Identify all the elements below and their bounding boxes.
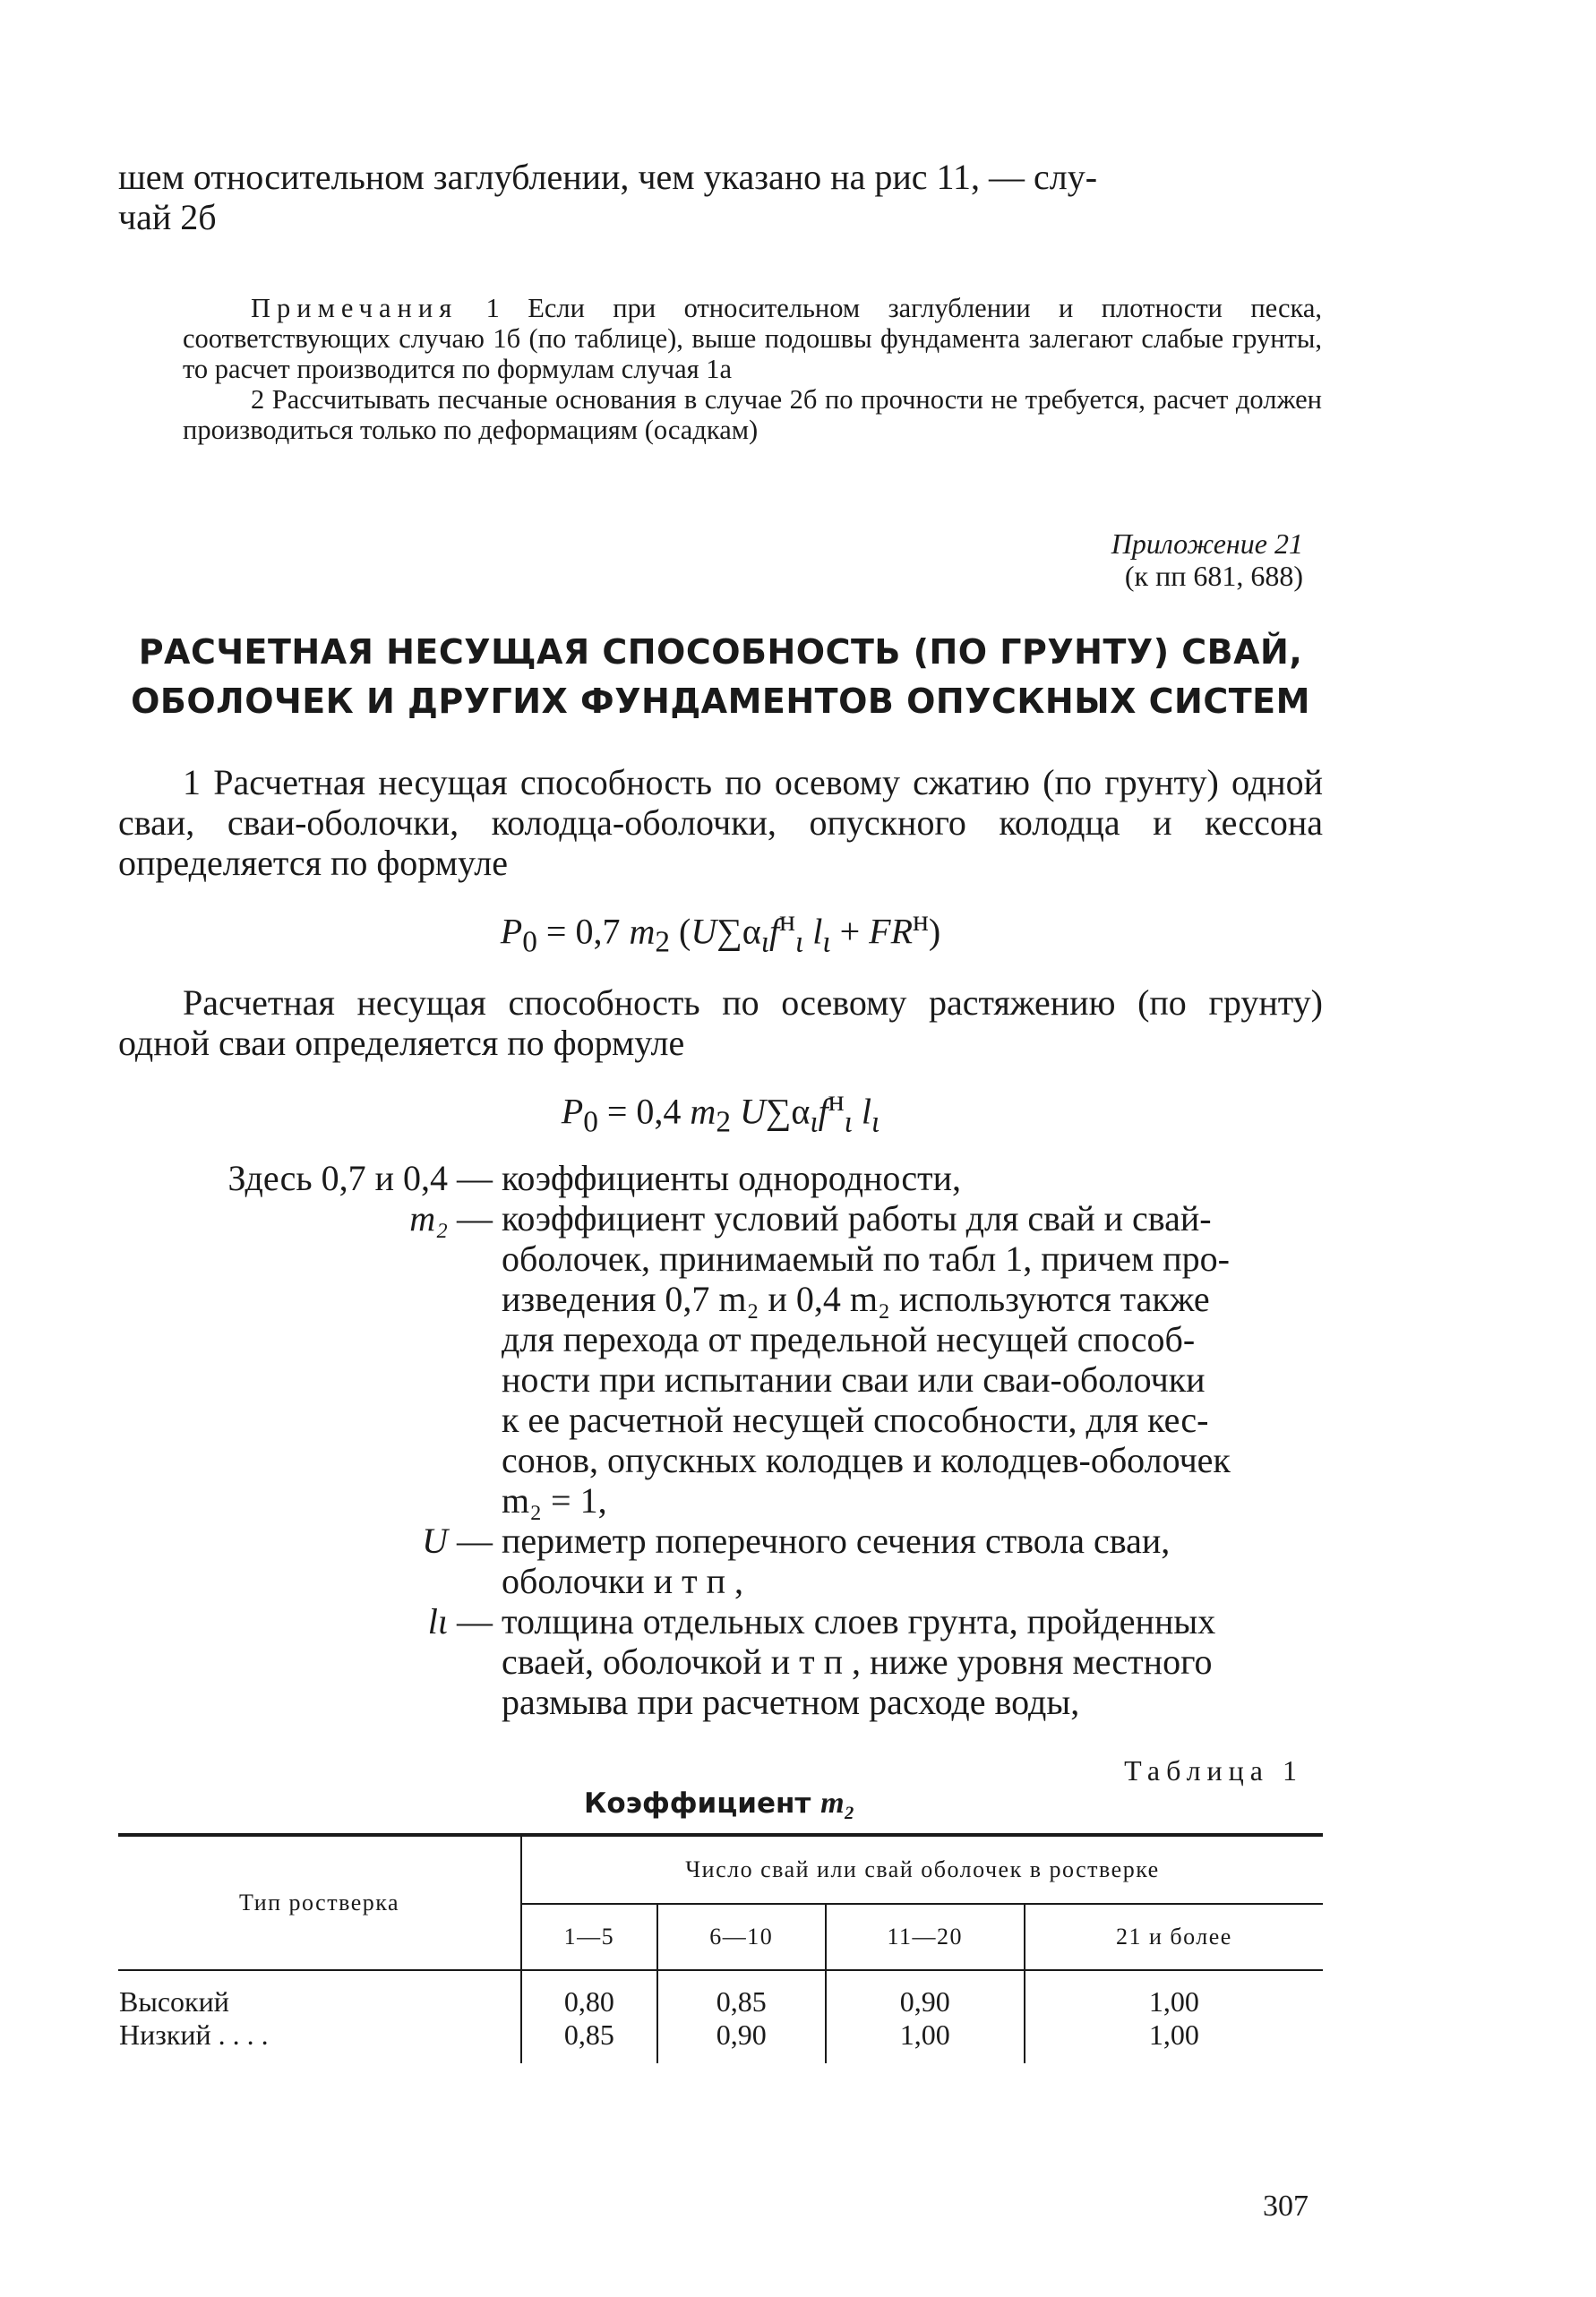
- formula-compression: $P_0 = 0,7$ $m_2$ ($U\sum\alpha_\iota f^н_\iota$ $l_\iota + FR^н$): [500, 904, 941, 959]
- note-1: [183, 293, 1322, 384]
- page-content: [118, 157, 1323, 2063]
- table-cell: 0,85: [521, 2018, 657, 2063]
- table-col-header: 11—20: [826, 1904, 1025, 1970]
- intro-line-2: чай 2б: [118, 197, 217, 237]
- definition-item: m₂ — коэффициент условий работы для свай и свай- оболочек, принимаемый по табл 1, причем про- изведения 0,7 m₂ и 0,4 m₂ используются также для перехода от предельной несущей способ- ности при испытании сваи или сваи-оболочки к ее расчетной несущей способности, для кес- сонов, опускных колодцев и колодцев-оболочек m₂ = 1,: [118, 1198, 1323, 1521]
- heading-line-1: РАСЧЕТНАЯ НЕСУЩАЯ СПОСОБНОСТЬ (ПО ГРУНТУ) СВАЙ,: [138, 632, 1303, 672]
- intro-paragraph: [118, 157, 1323, 237]
- note-1-text: Если при относительном заглублении и плотности песка, соответствующих случаю 1б (по таблице), выше подошвы фундамента залегают слабые грунты, то расчет производится по формулам случая 1а: [183, 293, 1323, 384]
- table-row-name: Высокий: [118, 1970, 521, 2018]
- formula-2-coef: 0,4: [636, 1091, 682, 1132]
- heading-line-2: ОБОЛОЧЕК И ДРУГИХ ФУНДАМЕНТОВ ОПУСКНЫХ СИСТЕМ: [131, 681, 1310, 721]
- definition-symbol: U: [422, 1520, 448, 1561]
- definition-symbol: Здесь 0,7 и 0,4: [227, 1157, 448, 1198]
- appendix-title: Приложение 21: [1111, 527, 1303, 560]
- definitions-list: [118, 1158, 1323, 1722]
- note-1-number: 1: [485, 293, 500, 323]
- table-cell: 0,90: [657, 2018, 826, 2063]
- definition-item: U — периметр поперечного сечения ствола сваи, оболочки и т п ,: [118, 1521, 1323, 1601]
- table-cell: 1,00: [1148, 1984, 1199, 2018]
- table-row-name: Низкий . . . .: [118, 2018, 521, 2063]
- table-col-header: 21 и более: [1025, 1904, 1323, 1970]
- table-cell: 0,80: [521, 1970, 657, 2018]
- definition-symbol: lι: [427, 1600, 448, 1641]
- table-row: [118, 2018, 1323, 2063]
- definition-item: lι — толщина отдельных слоев грунта, пройденных сваей, оболочкой и т п , ниже уровня местного размыва при расчетном расходе воды,: [118, 1601, 1323, 1722]
- table-cell: 0,90: [826, 1970, 1025, 2018]
- definition-symbol: m₂: [409, 1197, 448, 1238]
- table-caption: Коэффициент m₂: [584, 1786, 855, 1820]
- table-header-group: Число свай или свай оболочек в ростверке: [521, 1835, 1323, 1904]
- coefficient-table: [118, 1833, 1323, 2063]
- appendix-reference: [118, 527, 1323, 592]
- table-row: [118, 1970, 1323, 2018]
- table-cell: 1,00: [1148, 2018, 1199, 2051]
- table-cell: 1,00: [826, 2018, 1025, 2063]
- section-heading: [118, 628, 1323, 726]
- table-col-header: 6—10: [657, 1904, 826, 1970]
- note-2: 2 Рассчитывать песчаные основания в случае 2б по прочности не требуется, расчет должен производиться только по деформациям (осадкам): [183, 384, 1322, 445]
- page-number: 307: [1263, 2190, 1309, 2223]
- appendix-ref: (к пп 681, 688): [1124, 560, 1303, 592]
- formula-1-coef: 0,7: [575, 911, 621, 952]
- formula-tension: $P_0 = 0,4$ $m_2$ $U\sum\alpha_\iota f^н_\iota$ $l_\iota$: [561, 1084, 880, 1139]
- table-label: Таблица 1: [1124, 1753, 1303, 1787]
- notes-block: [183, 293, 1322, 445]
- table-cell: 0,85: [657, 1970, 826, 2018]
- table-col-header: 1—5: [521, 1904, 657, 1970]
- table-header-type: Тип ростверка: [118, 1835, 521, 1970]
- table-title-area: [118, 1754, 1323, 1826]
- intro-line-1: шем относительном заглублении, чем указано на рис 11, — слу-: [118, 157, 1098, 197]
- notes-label: Примечания: [251, 293, 459, 323]
- paragraph-2: Расчетная несущая способность по осевому растяжению (по грунту) одной сваи определяется по формуле: [118, 982, 1323, 1064]
- definition-item: Здесь 0,7 и 0,4 — коэффициенты однородности,: [118, 1158, 1323, 1198]
- paragraph-1: 1 Расчетная несущая способность по осевому сжатию (по грунту) одной сваи, сваи-оболочки, колодца-оболочки, опускного колодца и кессона определяется по формуле: [118, 762, 1323, 883]
